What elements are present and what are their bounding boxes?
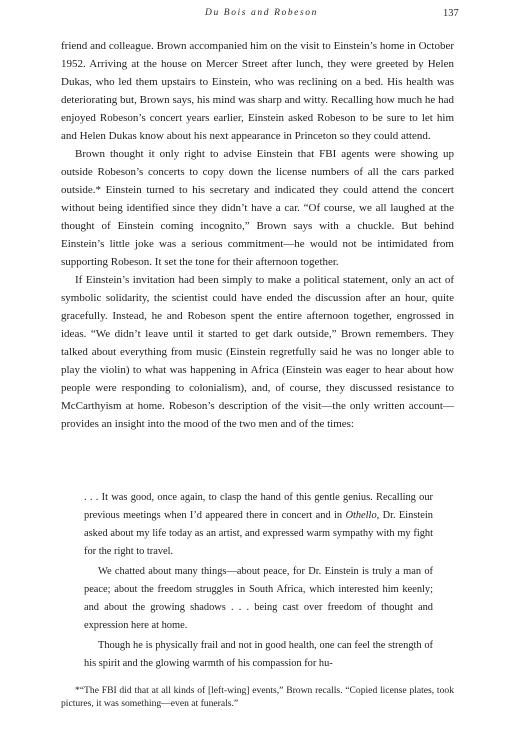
othello-title: Othello [345, 510, 377, 521]
footnote [61, 684, 454, 710]
quote-paragraph-3: Though he is physically frail and not in good health, one can feel the strength of his spirit and the glowing warmth of his compassion for hu- [84, 640, 433, 669]
body-paragraph-1: friend and colleague. Brown accompanied him on the visit to Einstein’s home in October 1952. Arriving at the house on Mercer Street after lunch, they were greeted by Helen Dukas, who led them upstairs to Einstein, who was reclining on a bed. His health was deteriorating but, Brown says, his mind was sharp and witty. Recalling how much he had enjoyed Robeson’s concert years earlier, Einstein asked Robeson to be sure to let him and Helen Dukas know about his next appearance in Princeton so they could attend. [61, 40, 454, 142]
running-head [0, 8, 510, 22]
body-text [61, 37, 454, 433]
quote-text-before-title: . . . It was good, once again, to clasp the hand of this gentle genius. Recalling our previous meetings when I’d appeared there in concert and in [84, 492, 433, 521]
footnote-text: *“The FBI did that at all kinds of [left-wing] events,” Brown recalls. “Copied license plates, took pictures, it was something—even at funerals.” [61, 685, 454, 709]
quote-text-after-title: , Dr. Einstein asked about my life today as an artist, and expressed warm sympathy with my fight for the right to travel. [84, 510, 433, 557]
body-paragraph-3: If Einstein’s invitation had been simply to make a political statement, only an act of symbolic solidarity, the scientist could have ended the discussion after an hour, quite gracefully. Instead, he and Robeson spent the entire afternoon together, engrossed in ideas. “We didn’t leave until it started to get dark outside,” Brown remembers. They talked about everything from music (Einstein regretfully said he was no longer able to play the violin) to what was happening in Africa (Einstein was eager to hear about how people were responding to colonialism), and, of course, they discussed resistance to McCarthyism at home. Robeson’s description of the visit—the only written account—provides an insight into the mood of the two men and of the times: [61, 274, 454, 430]
quote-paragraph-2: We chatted about many things—about peace, for Dr. Einstein is truly a man of peace; about the freedom struggles in South Africa, which interested him keenly; and about the growing shadows . . . being cast over freedom of thought and expression here at home. [84, 566, 433, 631]
block-quote [84, 489, 433, 673]
quote-paragraph-1 [84, 489, 433, 561]
running-head-title: Du Bois and Robeson [205, 8, 318, 18]
page-number: 137 [443, 8, 459, 19]
body-paragraph-2: Brown thought it only right to advise Einstein that FBI agents were showing up outside Robeson’s concerts to copy down the license numbers of all the cars parked outside.* Einstein turned to his secretary and indicated they could attend the concert without being identified since they didn’t have a car. “Of course, we all laughed at the thought of Einstein coming incognito,” Brown says with a chuckle. But behind Einstein’s little joke was a serious commitment—he would not be intimidated from supporting Robeson. It set the tone for their afternoon together. [61, 148, 454, 268]
